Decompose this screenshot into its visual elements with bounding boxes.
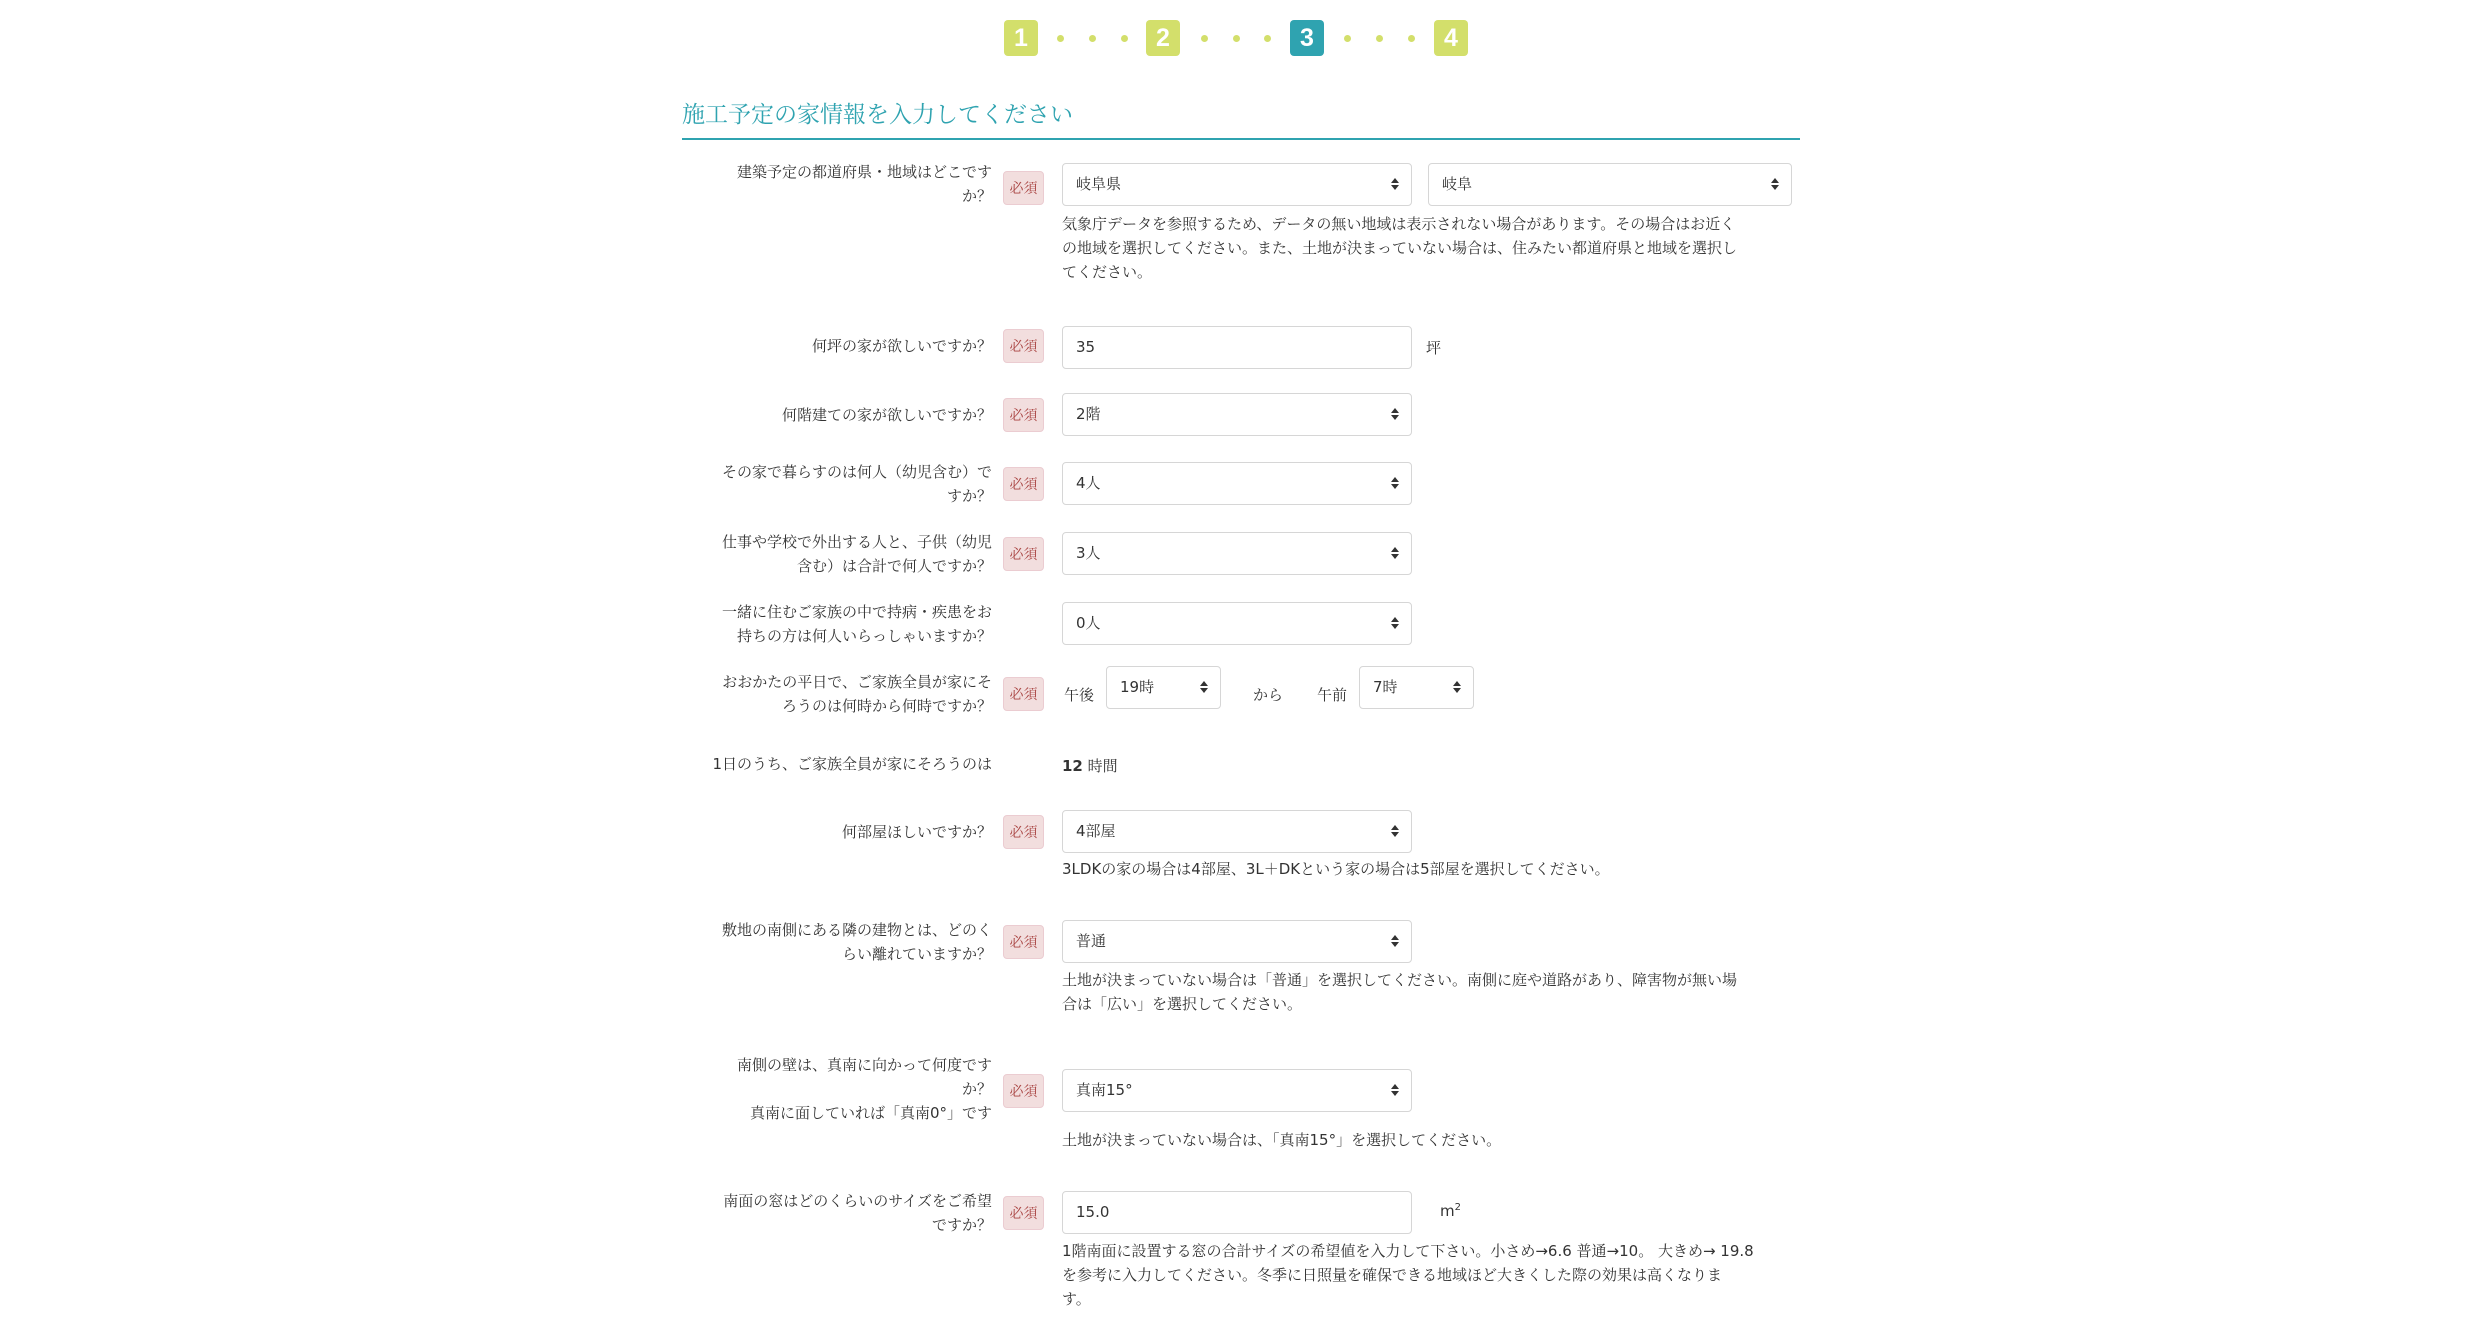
neighbor-label	[682, 918, 992, 966]
neighbor-help	[1062, 968, 1802, 1016]
neighbor-select[interactable]	[1062, 920, 1412, 963]
ill-select[interactable]	[1062, 602, 1412, 645]
required-badge: 必須	[1003, 1196, 1044, 1230]
required-badge: 必須	[1003, 398, 1044, 432]
prefecture-select[interactable]	[1062, 163, 1412, 206]
wall-angle-help: 土地が決まっていない場合は、「真南15°」を選択してください。	[1062, 1131, 1502, 1149]
select-value: 4部屋	[1076, 822, 1116, 840]
label-line: 南側の壁は、真南に向かって何度です	[736, 1056, 992, 1074]
step-dot	[1057, 35, 1064, 42]
step-dot	[1264, 35, 1271, 42]
unit-base: m	[1440, 1202, 1455, 1220]
select-value: 岐阜県	[1076, 175, 1122, 193]
select-value: 3人	[1076, 544, 1101, 562]
tsubo-unit: 坪	[1426, 339, 1442, 357]
help-line: を参考に入力してください。冬季に日照量を確保できる地域ほど大きくした際の効果は高くなりま	[1062, 1266, 1723, 1284]
select-arrows-icon	[1391, 406, 1399, 422]
select-arrows-icon	[1391, 615, 1399, 631]
select-value: 岐阜	[1442, 175, 1473, 193]
help-line: の地域を選択してください。また、土地が決まっていない場合は、住みたい都道府県と地域を選択し	[1062, 239, 1738, 257]
label-line: 持ちの方は何人いらっしゃいますか？	[736, 627, 992, 645]
label-line: その家で暮らすのは何人（幼児含む）で	[721, 463, 992, 481]
outgoing-select[interactable]	[1062, 532, 1412, 575]
step-1: 1	[1004, 20, 1038, 56]
home-hours-unit: 時間	[1087, 757, 1118, 775]
rooms-label: 何部屋ほしいですか？	[841, 823, 992, 841]
home-hours-label: 1日のうち、ご家族全員が家にそろうのは	[712, 755, 992, 773]
select-arrows-icon	[1200, 679, 1208, 695]
home-hours-value: 12	[1062, 757, 1083, 775]
select-arrows-icon	[1391, 176, 1399, 192]
to-hour-select[interactable]	[1359, 666, 1474, 709]
step-dot	[1233, 35, 1240, 42]
select-arrows-icon	[1391, 545, 1399, 561]
prefecture-label	[682, 160, 992, 208]
select-arrows-icon	[1453, 679, 1461, 695]
required-badge: 必須	[1003, 467, 1044, 501]
from-hour-select[interactable]	[1106, 666, 1221, 709]
step-dot	[1376, 35, 1383, 42]
required-badge: 必須	[1003, 537, 1044, 571]
label-line: 南面の窓はどのくらいのサイズをご希望	[723, 1192, 992, 1210]
wall-angle-select[interactable]	[1062, 1069, 1412, 1112]
label-line: 敷地の南側にある隣の建物とは、どのく	[721, 921, 992, 939]
step-dot	[1344, 35, 1351, 42]
select-arrows-icon	[1391, 933, 1399, 949]
unit-superscript: 2	[1454, 1202, 1461, 1213]
select-value: 7時	[1373, 678, 1398, 696]
residents-label	[682, 460, 992, 508]
from-text: から	[1253, 686, 1284, 704]
outgoing-label	[682, 530, 992, 578]
help-line: す。	[1062, 1290, 1091, 1308]
input-value: 35	[1076, 338, 1096, 356]
step-4: 4	[1434, 20, 1468, 56]
prefecture-help	[1062, 212, 1802, 284]
required-badge: 必須	[1003, 329, 1044, 363]
label-line: ですか？	[931, 1216, 992, 1234]
window-size-help	[1062, 1239, 1802, 1311]
select-value: 真南15°	[1076, 1081, 1133, 1099]
label-line: 真南に面していれば「真南0°」です	[749, 1104, 992, 1122]
label-line: 含む）は合計で何人ですか？	[796, 557, 992, 575]
label-line: すか？	[946, 487, 992, 505]
help-line: 合は「広い」を選択してください。	[1062, 995, 1303, 1013]
label-line: か？	[961, 1080, 992, 1098]
rooms-select[interactable]	[1062, 810, 1412, 853]
select-value: 0人	[1076, 614, 1101, 632]
select-value: 普通	[1076, 932, 1107, 950]
step-dot	[1408, 35, 1415, 42]
home-time-label	[682, 670, 992, 718]
required-badge: 必須	[1003, 677, 1044, 711]
step-2: 2	[1146, 20, 1180, 56]
select-arrows-icon	[1391, 1082, 1399, 1098]
required-badge: 必須	[1003, 171, 1044, 205]
label-line: おおかたの平日で、ご家族全員が家にそ	[722, 673, 992, 691]
pm-label: 午後	[1064, 686, 1095, 704]
required-badge: 必須	[1003, 1074, 1044, 1108]
required-badge: 必須	[1003, 815, 1044, 849]
rooms-help: 3LDKの家の場合は4部屋、3L＋DKという家の場合は5部屋を選択してください。	[1062, 860, 1610, 878]
step-dot	[1089, 35, 1096, 42]
floors-select[interactable]	[1062, 393, 1412, 436]
help-line: 1階南面に設置する窓の合計サイズの希望値を入力して下さい。小さめ→6.6 普通→10。 大きめ→ 19.8	[1062, 1242, 1754, 1260]
am-label: 午前	[1317, 686, 1348, 704]
help-line: てください。	[1062, 263, 1153, 281]
window-size-unit	[1440, 1202, 1461, 1220]
select-arrows-icon	[1771, 176, 1779, 192]
select-arrows-icon	[1391, 823, 1399, 839]
step-3: 3	[1290, 20, 1324, 56]
label-line: か？	[961, 187, 992, 205]
floors-label: 何階建ての家が欲しいですか？	[781, 406, 992, 424]
select-value: 19時	[1120, 678, 1155, 696]
step-dot	[1121, 35, 1128, 42]
step-dot	[1201, 35, 1208, 42]
wall-angle-label	[682, 1053, 992, 1125]
title-divider	[682, 138, 1800, 140]
select-value: 4人	[1076, 474, 1101, 492]
select-value: 2階	[1076, 405, 1101, 423]
tsubo-input[interactable]	[1062, 326, 1412, 369]
select-arrows-icon	[1391, 475, 1399, 491]
label-line: 一緒に住むご家族の中で持病・疾患をお	[721, 603, 992, 621]
label-line: らい離れていますか？	[841, 945, 992, 963]
tsubo-label: 何坪の家が欲しいですか？	[811, 337, 992, 355]
region-select[interactable]	[1428, 163, 1792, 206]
home-hours-readout	[1062, 755, 1118, 776]
label-line: ろうのは何時から何時ですか？	[781, 697, 992, 715]
help-line: 気象庁データを参照するため、データの無い地域は表示されない場合があります。その場合はお近く	[1062, 215, 1736, 233]
required-badge: 必須	[1003, 925, 1044, 959]
label-line: 仕事や学校で外出する人と、子供（幼児	[721, 533, 992, 551]
window-size-label	[682, 1189, 992, 1237]
help-line: 土地が決まっていない場合は「普通」を選択してください。南側に庭や道路があり、障害物が無い場	[1062, 971, 1738, 989]
residents-select[interactable]	[1062, 462, 1412, 505]
input-value: 15.0	[1076, 1203, 1110, 1221]
window-size-input[interactable]	[1062, 1191, 1412, 1234]
page-title: 施工予定の家情報を入力してください	[682, 102, 1073, 128]
label-line: 建築予定の都道府県・地域はどこです	[736, 163, 992, 181]
ill-label	[682, 600, 992, 648]
